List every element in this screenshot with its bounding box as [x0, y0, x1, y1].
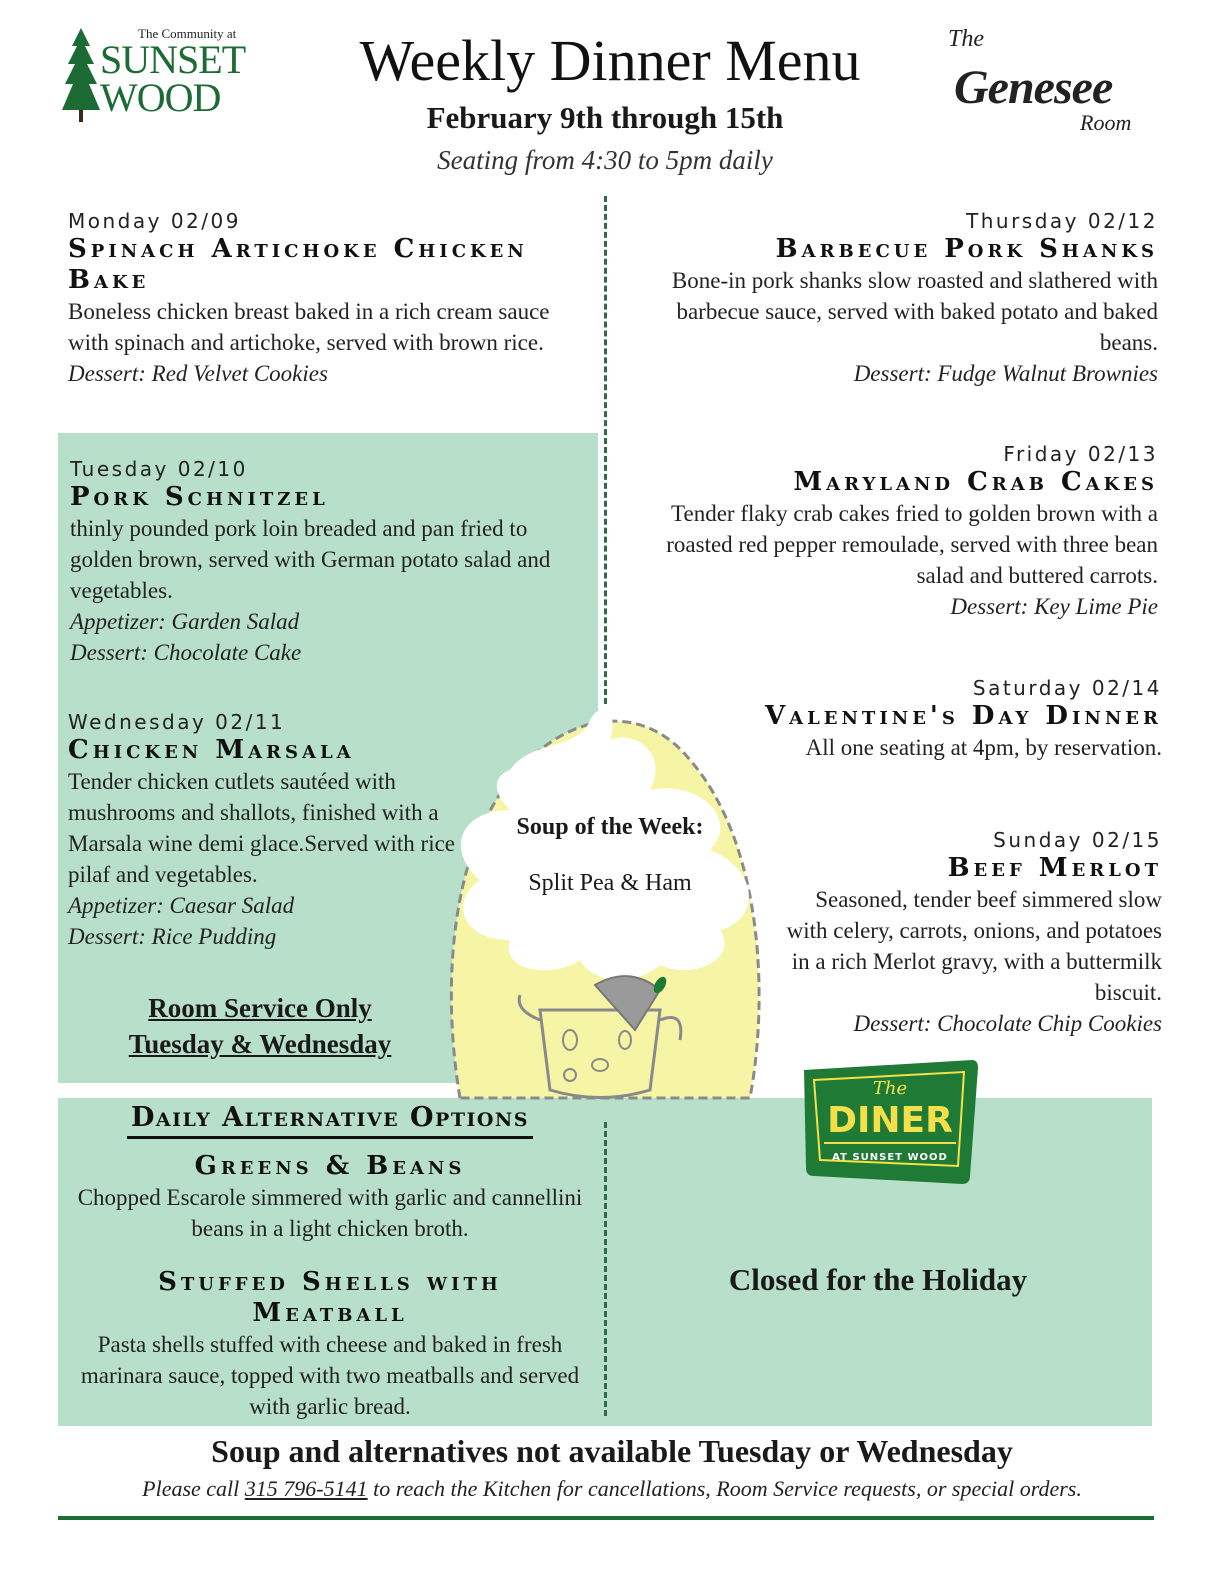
logo-community-text: The Community at	[138, 26, 237, 41]
tuesday-block	[70, 456, 590, 668]
saturday-block	[640, 675, 1162, 763]
diner-logo	[800, 1058, 980, 1186]
alternatives-block	[62, 1100, 598, 1422]
alt-dish-description: Chopped Escarole simmered with garlic and cannellini beans in a light chicken broth.	[77, 1185, 583, 1241]
dessert: Dessert: Chocolate Chip Cookies	[853, 1011, 1162, 1036]
pine-tree-icon	[60, 26, 102, 126]
diner-badge-name: DINER	[827, 1100, 953, 1141]
dish-description: Boneless chicken breast baked in a rich cream sauce with spinach and artichoke, served with brown rice.	[68, 299, 550, 355]
dish-description: Tender flaky crab cakes fried to golden brown with a roasted red pepper remoulade, served with three bean salad and buttered carrots.	[666, 501, 1158, 588]
day-label: Friday 02/13	[1003, 442, 1158, 466]
dish-name: Barbecue Pork Shanks	[775, 234, 1158, 264]
diner-badge-the: The	[872, 1078, 908, 1099]
day-label: Tuesday 02/10	[70, 457, 248, 481]
bottom-divider	[604, 1122, 607, 1416]
dish-description: thinly pounded pork loin breaded and pan fried to golden brown, served with German potato salad and vegetables.	[70, 516, 551, 603]
logo-the-text: The	[948, 26, 984, 52]
sunday-block	[780, 827, 1162, 1039]
room-service-line1: Room Service Only	[148, 993, 372, 1023]
sunset-wood-logo	[60, 26, 260, 126]
footer-notice: Soup and alternatives not available Tuesday or Wednesday	[211, 1433, 1013, 1469]
footer-call-suffix: to reach the Kitchen for cancellations, Room Service requests, or special orders.	[373, 1476, 1082, 1501]
dish-name: Pork Schnitzel	[70, 482, 329, 512]
thursday-block	[650, 208, 1158, 389]
soup-name: Split Pea & Ham	[528, 870, 692, 896]
day-label: Wednesday 02/11	[68, 710, 286, 734]
dessert: Dessert: Chocolate Cake	[70, 640, 302, 665]
dish-description: Tender chicken cutlets sautéed with mushrooms and shallots, finished with a Marsala wine demi glace.Served with rice pilaf and vegetables.	[68, 769, 456, 887]
day-label: Saturday 02/14	[972, 676, 1162, 700]
alternatives-title: Daily Alternative Options	[127, 1100, 533, 1139]
monday-block	[68, 208, 588, 389]
alt-dish-name: Stuffed Shells with Meatball	[158, 1267, 502, 1328]
dish-description: Bone-in pork shanks slow roasted and slathered with barbecue sauce, served with baked potato and baked beans.	[671, 268, 1158, 355]
dessert: Dessert: Red Velvet Cookies	[68, 361, 328, 386]
day-label: Thursday 02/12	[966, 209, 1158, 233]
logo-genesee-text: Genesee	[954, 61, 1113, 114]
dessert: Dessert: Fudge Walnut Brownies	[853, 361, 1158, 386]
appetizer: Appetizer: Garden Salad	[70, 609, 300, 634]
soup-heading: Soup of the Week:	[516, 814, 704, 840]
dish-name: Beef Merlot	[947, 853, 1162, 883]
footer-contact	[0, 1474, 1224, 1504]
page-title: Weekly Dinner Menu	[359, 28, 861, 93]
footer-call-prefix: Please call	[142, 1476, 240, 1501]
genesee-room-logo	[940, 26, 1140, 136]
dish-name: Chicken Marsala	[68, 735, 355, 765]
dessert: Dessert: Rice Pudding	[68, 924, 277, 949]
dish-description: Seasoned, tender beef simmered slow with celery, carrots, onions, and potatoes in a rich Merlot gravy, with a buttermilk biscuit.	[786, 887, 1162, 1005]
wednesday-block	[68, 709, 468, 952]
room-service-notice	[100, 990, 420, 1062]
alt-dish-name: Greens & Beans	[194, 1151, 466, 1181]
dish-description: All one seating at 4pm, by reservation.	[805, 735, 1162, 760]
column-divider	[604, 196, 607, 704]
dish-name: Spinach Artichoke Chicken Bake	[68, 234, 528, 295]
day-label: Monday 02/09	[68, 209, 241, 233]
dish-name: Maryland Crab Cakes	[793, 467, 1158, 497]
appetizer: Appetizer: Caesar Salad	[68, 893, 295, 918]
dish-name: Valentine's Day Dinner	[764, 701, 1162, 731]
seating-time: Seating from 4:30 to 5pm daily	[437, 145, 773, 175]
logo-room-text: Room	[1080, 110, 1132, 135]
dessert: Dessert: Key Lime Pie	[950, 594, 1158, 619]
alt-dish-description: Pasta shells stuffed with cheese and baked in fresh marinara sauce, topped with two meatballs and served with garlic bread.	[80, 1332, 580, 1419]
diner-status: Closed for the Holiday	[728, 1262, 1028, 1297]
logo-wood-text: WOOD	[100, 75, 221, 120]
phone-link[interactable]: 315 796-5141	[244, 1476, 368, 1501]
room-service-line2: Tuesday & Wednesday	[128, 1029, 392, 1059]
logo-sunset-text: SUNSET	[100, 37, 246, 82]
date-range: February 9th through 15th	[426, 100, 784, 135]
diner-badge-sub: AT SUNSET WOOD	[832, 1152, 948, 1163]
day-label: Sunday 02/15	[993, 828, 1162, 852]
friday-block	[630, 441, 1158, 622]
footer-rule	[58, 1516, 1154, 1520]
